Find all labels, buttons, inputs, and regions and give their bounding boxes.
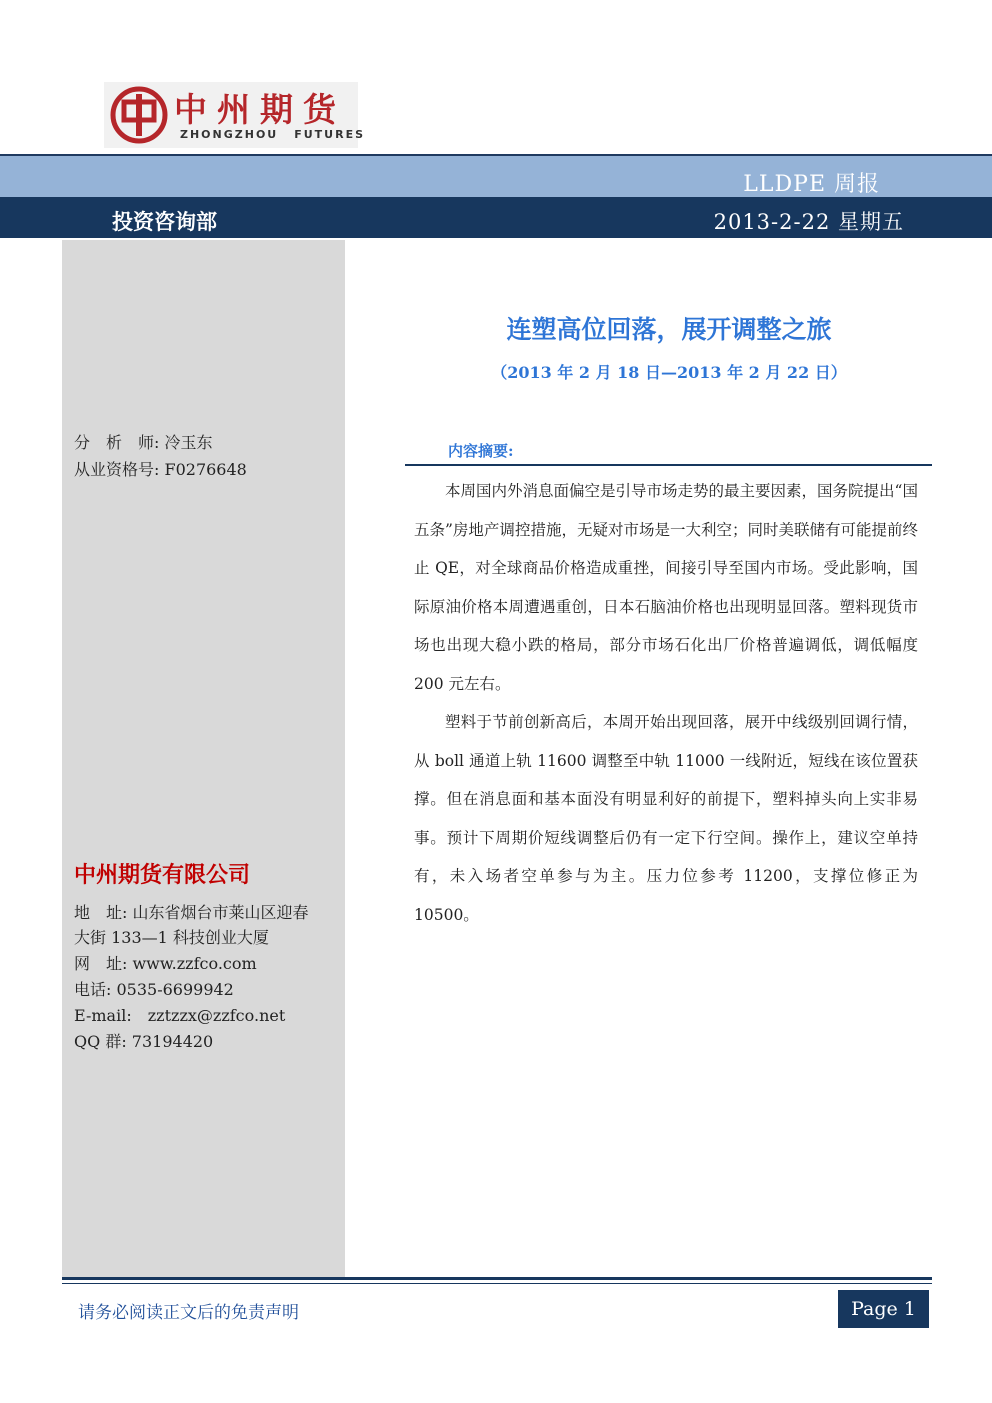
- page-number: Page 1: [838, 1290, 929, 1328]
- report-date: 2013-2-22 星期五: [713, 210, 904, 234]
- summary-divider: [405, 464, 932, 466]
- article-body: [414, 472, 918, 934]
- address-line-2: 大街 133—1 科技创业大厦: [74, 928, 269, 947]
- logo-chinese-name: 中州期货: [174, 90, 346, 129]
- header-band-dark: [0, 197, 992, 238]
- logo-english-name: [180, 128, 381, 141]
- website: 网 址: www.zzfco.com: [74, 954, 257, 973]
- email: E-mail: zztzzx@zzfco.net: [74, 1006, 286, 1025]
- report-title: LLDPE 周报: [743, 172, 880, 197]
- analyst-name: 分 析 师: 冷玉东: [74, 433, 213, 452]
- paragraph-1: 本周国内外消息面偏空是引导市场走势的最主要因素，国务院提出“国五条”房地产调控措施，无疑对市场是一大利空；同时美联储有可能提前终止 QE，对全球商品价格造成重挫，间接引导至国内市场。受此影响，国际原油价格本周遭遇重创，日本石脑油价格也出现明显回落。塑料现货市场也出现大稳小跌的格局，部分市场石化出厂价格普遍调低，调低幅度 200 元左右。: [414, 482, 918, 693]
- article-period: （2013 年 2 月 18 日—2013 年 2 月 22 日）: [491, 363, 847, 382]
- header-band-light: [0, 154, 992, 197]
- analyst-license: 从业资格号: F0276648: [74, 460, 247, 479]
- logo-english-left: ZHONGZHOU: [180, 128, 279, 141]
- paragraph-2: 塑料于节前创新高后，本周开始出现回落，展开中线级别回调行情，从 boll 通道上轨 11600 调整至中轨 11000 一线附近，短线在该位置获撑。但在消息面和基本面没有明显利好的前提下，塑料掉头向上实非易事。预计下周期价短线调整后仍有一定下行空间。操作上，建议空单持有，未入场者空单参与为主。压力位参考 11200，支撑位修正为 10500。: [414, 713, 918, 924]
- logo-english-right: FUTURES: [294, 128, 366, 141]
- company-logo: [104, 82, 366, 148]
- article-title: 连塑高位回落，展开调整之旅: [506, 315, 832, 344]
- company-name: 中州期货有限公司: [74, 863, 251, 888]
- footer-divider: [62, 1277, 932, 1280]
- qq-group: QQ 群: 73194420: [74, 1032, 214, 1051]
- address-line-1: 地 址: 山东省烟台市莱山区迎春: [74, 903, 309, 922]
- zhongzhou-seal-icon: [110, 86, 168, 144]
- disclaimer-link: 请务必阅读正文后的免责声明: [78, 1303, 299, 1323]
- sidebar: [62, 240, 345, 1277]
- department-label: 投资咨询部: [112, 209, 217, 234]
- summary-label: 内容摘要:: [448, 442, 514, 460]
- footer-divider-thin: [62, 1283, 932, 1284]
- phone: 电话: 0535-6699942: [74, 980, 234, 999]
